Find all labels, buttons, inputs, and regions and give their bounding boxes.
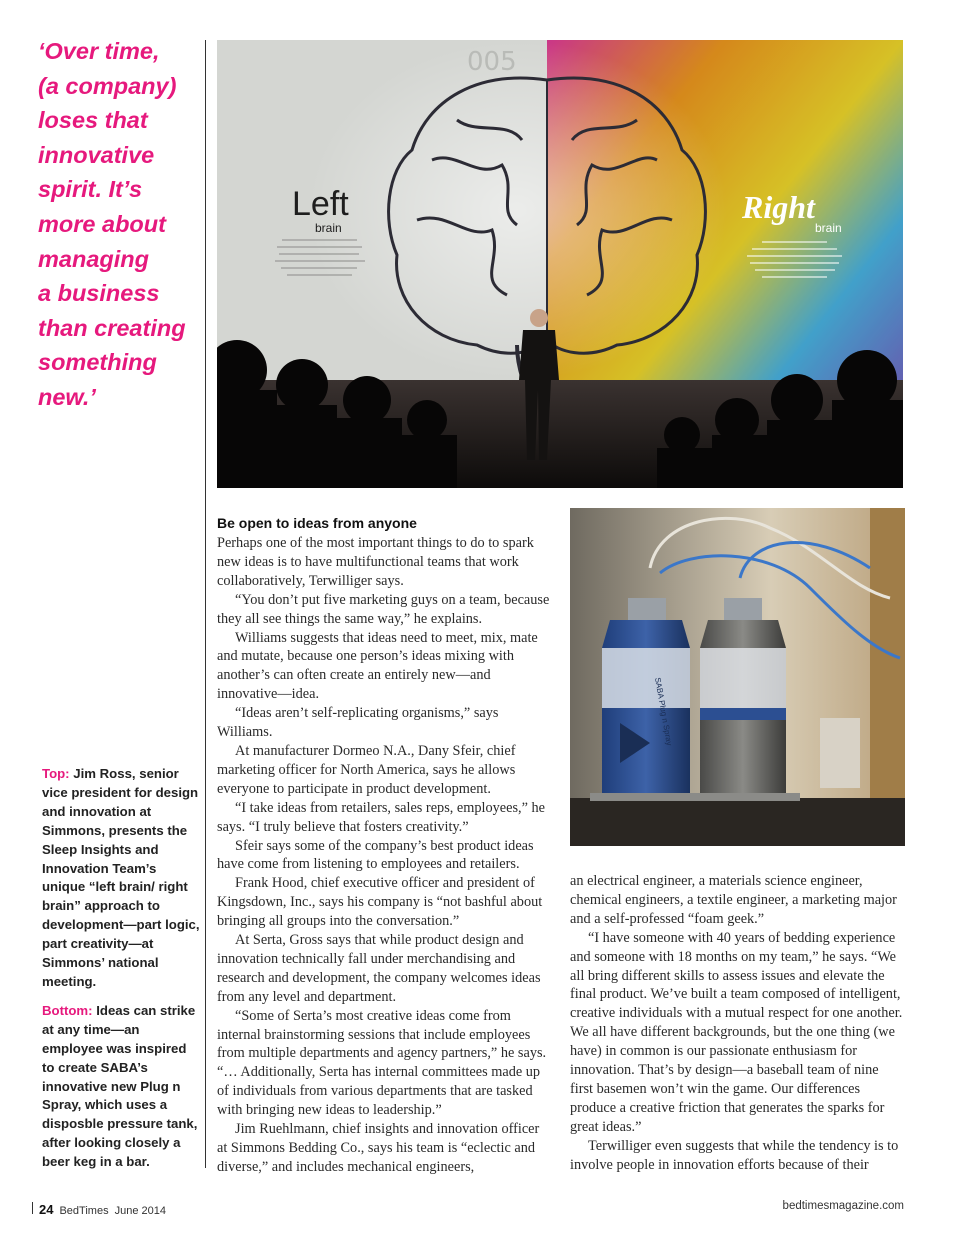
right-brain-sub: brain bbox=[815, 221, 842, 235]
pull-quote-line: new.’ bbox=[38, 383, 96, 410]
paragraph: “I take ideas from retailers, sales reps, employees,” he says. “I truly believe that fosters creativity.” bbox=[217, 799, 546, 835]
pull-quote-line: innovative bbox=[38, 141, 155, 168]
pull-quote-line: managing bbox=[38, 245, 149, 272]
paragraph: Sfeir says some of the company’s best product ideas have come from listening to employees and retailers. bbox=[217, 837, 534, 873]
caption-bottom bbox=[42, 1002, 202, 1172]
presentation-photo bbox=[217, 40, 903, 488]
page-footer-left bbox=[32, 1202, 166, 1217]
section-subhead: Be open to ideas from anyone bbox=[217, 515, 417, 531]
pull-quote-line: spirit. It’s bbox=[38, 176, 143, 203]
page-number: 24 bbox=[39, 1202, 54, 1217]
paragraph: At manufacturer Dormeo N.A., Dany Sfeir, chief marketing officer for North America, says he allows everyone to participate in product development. bbox=[217, 742, 516, 797]
caption-bottom-text: Ideas can strike at any time—an employee was inspired to create SABA’s innovative new Plug n Spray, which uses a disposble pressure tank, after looking closely a beer keg in a bar. bbox=[42, 1002, 198, 1170]
photo-caption bbox=[42, 765, 202, 1182]
pull-quote-line: than creating bbox=[38, 314, 186, 341]
slide-number: 005 bbox=[467, 47, 517, 77]
tank-blue bbox=[602, 598, 690, 793]
caption-top-text: Jim Ross, senior vice president for design and innovation at Simmons, presents the Sleep Insights and Innovation Team’s unique “left brain/ right brain” approach to development—part logic, part creativity—at Simmons’ national meeting. bbox=[42, 766, 200, 989]
pull-quote-line: loses that bbox=[38, 107, 148, 134]
footer-divider bbox=[32, 1202, 33, 1214]
right-brain-label: Right bbox=[742, 189, 815, 225]
paragraph: “You don’t put five marketing guys on a team, because they all see things the same way,” he explains. bbox=[217, 591, 550, 627]
paragraph: Terwilliger even suggests that while the tendency is to involve people in innovation efforts because of their bbox=[570, 1137, 899, 1173]
paragraph: “Some of Serta’s most creative ideas come from internal brainstorming sessions that include employees from multiple departments and agency partners,” he says. “… Additionally, Serta has internal committees made up of individuals from various departments that are tasked with bringing new ideas to leadership.” bbox=[217, 1007, 547, 1119]
paragraph: an electrical engineer, a materials science engineer, chemical engineers, a textile engineer, a marketing major and a self-professed “foam geek.” bbox=[570, 873, 897, 927]
pull-quote-line: more about bbox=[38, 210, 166, 237]
pull-quote-line: ‘Over time, bbox=[38, 38, 160, 64]
caption-top-label: Top: bbox=[42, 766, 70, 781]
article-column-1 bbox=[217, 514, 550, 1177]
article-column-2 bbox=[570, 872, 905, 1175]
pull-quote-line: (a company) bbox=[38, 72, 177, 99]
presentation-illustration bbox=[217, 40, 903, 488]
paragraph: “Ideas aren’t self-replicating organisms,” says Williams. bbox=[217, 705, 499, 741]
pull-quote bbox=[38, 34, 198, 415]
tanks-illustration bbox=[570, 508, 905, 846]
left-brain-label: Left bbox=[292, 185, 349, 223]
pull-quote-line: a business bbox=[38, 280, 160, 307]
paragraph: Williams suggests that ideas need to meet, mix, mate and mutate, because one person’s ideas mixing with another’s can often create an entirely new—and innovative—idea. bbox=[217, 629, 538, 703]
caption-bottom-label: Bottom: bbox=[42, 1002, 93, 1018]
publication-name: BedTimes bbox=[59, 1205, 109, 1217]
left-brain-sub: brain bbox=[315, 221, 342, 235]
website-url: bedtimesmagazine.com bbox=[782, 1200, 904, 1212]
issue-date: June 2014 bbox=[114, 1205, 166, 1217]
paragraph: “I have someone with 40 years of bedding experience and someone with 18 months on my team,” he says. “We all bring different skills to assess issues and elevate the final product. We’ve built a team composed of intelligent, creative individuals with a mutual respect for one another. We all have different backgrounds, but the one thing (we have) in common is our passionate enthusiasm for innovation. That’s by design—a baseball team of nine first basemen won’t win the game. Our differences produce a creative friction that generates the sparks for great ideas.” bbox=[570, 929, 903, 1135]
tank-grey bbox=[700, 598, 786, 793]
column-divider bbox=[205, 40, 206, 1168]
pull-quote-line: something bbox=[38, 349, 157, 376]
paragraph: Perhaps one of the most important things to do to spark new ideas is to have multifunctional teams that work collaboratively, Terwilliger says. bbox=[217, 535, 534, 589]
tank-label: SABA Plug n Spray bbox=[653, 676, 674, 747]
paragraph: At Serta, Gross says that while product design and innovation technically fall under merchandising and research and development, the company welcomes ideas from any level and department. bbox=[217, 932, 541, 1005]
caption-top bbox=[42, 765, 202, 992]
tanks-photo bbox=[570, 508, 905, 846]
paragraph: Jim Ruehlmann, chief insights and innovation officer at Simmons Bedding Co., says his team is “eclectic and diverse,” and includes mechanical engineers, bbox=[217, 1121, 540, 1175]
paragraph: Frank Hood, chief executive officer and president of Kingsdown, Inc., says his company is “not bashful about bringing all groups into the conversation.” bbox=[217, 875, 543, 930]
